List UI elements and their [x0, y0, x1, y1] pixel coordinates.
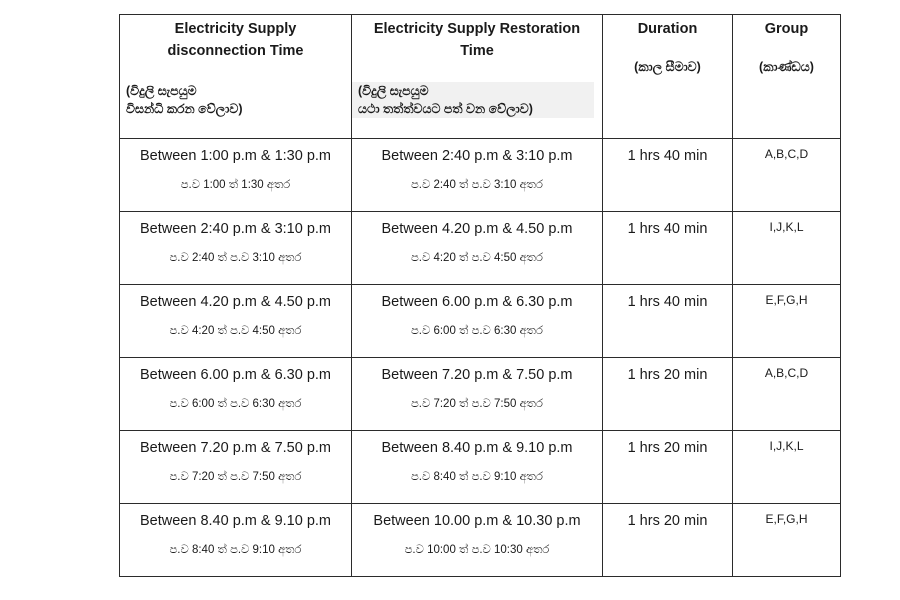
restoration-cell [352, 212, 603, 285]
duration-cell [603, 431, 733, 504]
group-value: A,B,C,D [764, 366, 809, 380]
disconnection-cell [120, 212, 352, 285]
restoration-time-en: Between 6.00 p.m & 6.30 p.m [381, 294, 573, 310]
duration-cell [603, 139, 733, 212]
restoration-cell [352, 504, 603, 577]
restoration-time-si: ප.ව 6:00 ත් ප.ව 6:30 අතර [411, 325, 543, 337]
disconnection-time-en: Between 6.00 p.m & 6.30 p.m [139, 367, 332, 383]
restoration-time-en: Between 10.00 p.m & 10.30 p.m [373, 513, 581, 529]
duration-value: 1 hrs 40 min [627, 294, 708, 310]
duration-cell [603, 358, 733, 431]
disconnection-time-en: Between 4.20 p.m & 4.50 p.m [139, 294, 332, 310]
disconnection-time-si: ප.ව 4:20 ත් ප.ව 4:50 අතර [169, 325, 302, 337]
table-row [120, 212, 841, 285]
header-label-en: Electricity Supply Restoration Time [373, 21, 581, 59]
duration-value: 1 hrs 20 min [627, 513, 708, 529]
disconnection-cell [120, 285, 352, 358]
restoration-time-si: ප.ව 2:40 ත් ප.ව 3:10 අතර [411, 179, 543, 191]
duration-cell [603, 504, 733, 577]
disconnection-time-en: Between 8.40 p.m & 9.10 p.m [139, 513, 332, 529]
duration-value: 1 hrs 20 min [627, 367, 708, 383]
restoration-cell [352, 431, 603, 504]
power-cut-schedule-table [119, 14, 841, 577]
restoration-time-si: ප.ව 10:00 ත් ප.ව 10:30 අතර [404, 544, 550, 556]
disconnection-cell [120, 139, 352, 212]
header-label-si: (විදුලි සැපයුම විසන්ධි කරන වේලාව) [126, 84, 243, 116]
restoration-cell [352, 285, 603, 358]
header-label-si: (විදුලි සැපයුම යථා තත්ත්වයට පත් වන වේලාව) [352, 82, 594, 118]
header-label-si: (කාල සීමාව) [634, 60, 701, 74]
disconnection-time-si: ප.ව 8:40 ත් ප.ව 9:10 අතර [169, 544, 302, 556]
table-row [120, 139, 841, 212]
table-row [120, 431, 841, 504]
disconnection-time-en: Between 7.20 p.m & 7.50 p.m [139, 440, 332, 456]
restoration-time-si: ප.ව 8:40 ත් ප.ව 9:10 අතර [411, 471, 543, 483]
group-value: A,B,C,D [764, 147, 809, 161]
disconnection-time-si: ප.ව 6:00 ත් ප.ව 6:30 අතර [169, 398, 302, 410]
group-value: I,J,K,L [769, 220, 804, 234]
restoration-time-en: Between 4.20 p.m & 4.50 p.m [381, 221, 573, 237]
group-cell [733, 212, 841, 285]
restoration-cell [352, 139, 603, 212]
duration-value: 1 hrs 40 min [627, 221, 708, 237]
duration-value: 1 hrs 40 min [627, 148, 708, 164]
header-duration [603, 15, 733, 139]
disconnection-cell [120, 358, 352, 431]
group-cell [733, 139, 841, 212]
group-cell [733, 358, 841, 431]
header-label-en: Group [764, 21, 809, 37]
duration-cell [603, 212, 733, 285]
header-row [120, 15, 841, 139]
disconnection-time-si: ප.ව 2:40 ත් ප.ව 3:10 අතර [169, 252, 302, 264]
restoration-cell [352, 358, 603, 431]
disconnection-time-en: Between 2:40 p.m & 3:10 p.m [139, 221, 332, 237]
header-restoration-time [352, 15, 603, 139]
restoration-time-si: ප.ව 7:20 ත් ප.ව 7:50 අතර [411, 398, 543, 410]
disconnection-cell [120, 504, 352, 577]
restoration-time-si: ප.ව 4:20 ත් ප.ව 4:50 අතර [411, 252, 543, 264]
header-label-en: Electricity Supply disconnection Time [167, 21, 304, 59]
disconnection-time-si: ප.ව 7:20 ත් ප.ව 7:50 අතර [169, 471, 302, 483]
group-cell [733, 431, 841, 504]
restoration-time-en: Between 7.20 p.m & 7.50 p.m [381, 367, 573, 383]
group-cell [733, 504, 841, 577]
table-row [120, 358, 841, 431]
header-disconnection-time [120, 15, 352, 139]
duration-cell [603, 285, 733, 358]
group-cell [733, 285, 841, 358]
disconnection-time-en: Between 1:00 p.m & 1:30 p.m [139, 148, 332, 164]
duration-value: 1 hrs 20 min [627, 440, 708, 456]
group-value: E,F,G,H [765, 512, 808, 526]
disconnection-cell [120, 431, 352, 504]
table-row [120, 285, 841, 358]
header-label-si: (කාණ්ඩය) [759, 60, 814, 74]
restoration-time-en: Between 8.40 p.m & 9.10 p.m [381, 440, 573, 456]
header-label-en: Duration [637, 21, 698, 37]
group-value: E,F,G,H [765, 293, 808, 307]
restoration-time-en: Between 2:40 p.m & 3:10 p.m [381, 148, 573, 164]
disconnection-time-si: ප.ව 1:00 ත් 1:30 අතර [180, 179, 291, 191]
group-value: I,J,K,L [769, 439, 804, 453]
header-group [733, 15, 841, 139]
table-row [120, 504, 841, 577]
